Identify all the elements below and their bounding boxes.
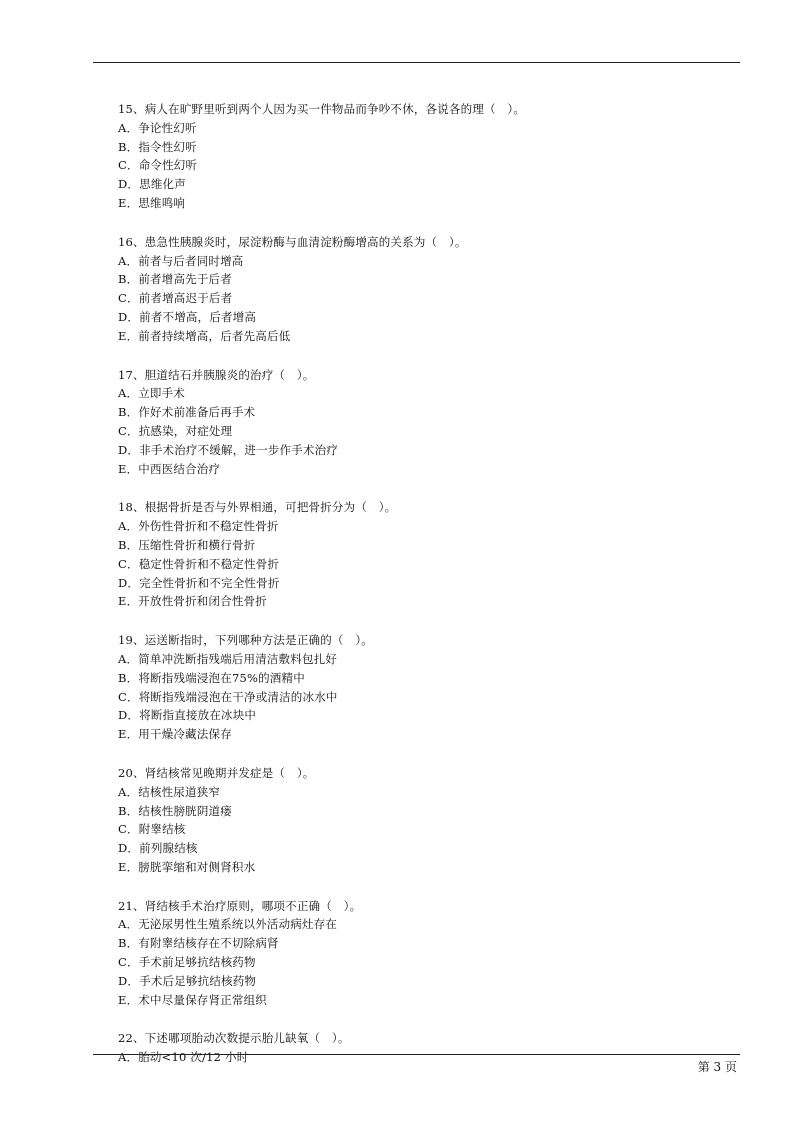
option-e: E．开放性骨折和闭合性骨折	[118, 594, 267, 609]
option-c: C．命令性幻听	[118, 158, 198, 173]
option-c: C．抗感染，对症处理	[118, 423, 233, 438]
option-d: D．完全性骨折和不完全性骨折	[118, 575, 280, 590]
question-stem: 17、胆道结石并胰腺炎的治疗（ ）。	[118, 367, 315, 382]
question-21	[118, 897, 738, 1010]
option-e: E．用干燥冷藏法保存	[118, 727, 232, 742]
question-stem: 21、肾结核手术治疗原则，哪项不正确（ ）。	[118, 898, 362, 913]
page-number: 第 3 页	[697, 1060, 737, 1074]
option-a: A．前者与后者同时增高	[118, 253, 244, 268]
option-c: C．稳定性骨折和不稳定性骨折	[118, 556, 280, 571]
question-stem: 22、下述哪项胎动次数提示胎儿缺氧（ ）。	[118, 1031, 350, 1046]
option-d: D．非手术治疗不缓解，进一步作手术治疗	[118, 442, 339, 457]
option-a: A．争论性幻听	[118, 120, 197, 135]
question-16	[118, 233, 738, 346]
option-a: A．结核性尿道狭窄	[118, 784, 221, 799]
option-e: E．术中尽量保存肾正常组织	[118, 992, 267, 1007]
question-stem: 15、病人在旷野里听到两个人因为买一件物品而争吵不休，各说各的理（ ）。	[118, 102, 526, 116]
option-d: D．手术后足够抗结核药物	[118, 973, 257, 988]
option-b: B．前者增高先于后者	[118, 272, 232, 287]
footer-rule	[93, 1054, 740, 1055]
option-a: A．简单冲洗断指残端后用清洁敷料包扎好	[118, 651, 338, 666]
option-b: B．将断指残端浸泡在75%的酒精中	[118, 670, 305, 685]
question-20	[118, 764, 738, 877]
question-18	[118, 498, 738, 611]
question-stem: 16、患急性胰腺炎时，尿淀粉酶与血清淀粉酶增高的关系为（ ）。	[118, 234, 467, 249]
option-d: D．前列腺结核	[118, 841, 198, 856]
question-19	[118, 631, 738, 744]
option-a: A．胎动<10 次/12 小时	[118, 1050, 249, 1065]
option-b: B．作好术前准备后再手术	[118, 405, 256, 420]
option-c: C．前者增高迟于后者	[118, 291, 233, 306]
option-b: B．有附睾结核存在不切除病肾	[118, 936, 279, 951]
option-c: C．附睾结核	[118, 822, 186, 837]
option-b: B．指令性幻听	[118, 139, 197, 154]
option-e: E．前者持续增高，后者先高后低	[118, 328, 291, 343]
option-b: B．结核性膀胱阴道瘘	[118, 803, 232, 818]
option-d: D．前者不增高，后者增高	[118, 309, 257, 324]
option-b: B．压缩性骨折和横行骨折	[118, 537, 256, 552]
question-stem: 20、肾结核常见晚期并发症是（ ）。	[118, 765, 315, 780]
option-d: D．将断指直接放在冰块中	[118, 708, 257, 723]
question-list	[118, 100, 738, 1087]
question-22	[118, 1029, 738, 1067]
question-17	[118, 366, 738, 479]
option-e: E．思维鸣响	[118, 195, 186, 210]
option-a: A．立即手术	[118, 386, 186, 401]
option-c: C．将断指残端浸泡在干净或清洁的冰水中	[118, 689, 338, 704]
question-stem: 19、运送断指时，下列哪种方法是正确的（ ）。	[118, 633, 373, 648]
question-15	[118, 100, 738, 213]
header-rule	[93, 62, 740, 63]
option-c: C．手术前足够抗结核药物	[118, 955, 256, 970]
option-e: E．膀胱挛缩和对侧肾积水	[118, 859, 256, 874]
question-stem: 18、根据骨折是否与外界相通，可把骨折分为（ ）。	[118, 500, 397, 515]
option-a: A．外伤性骨折和不稳定性骨折	[118, 519, 279, 534]
option-d: D．思维化声	[118, 177, 186, 192]
option-e: E．中西医结合治疗	[118, 461, 221, 476]
option-a: A．无泌尿男性生殖系统以外活动病灶存在	[118, 917, 338, 932]
